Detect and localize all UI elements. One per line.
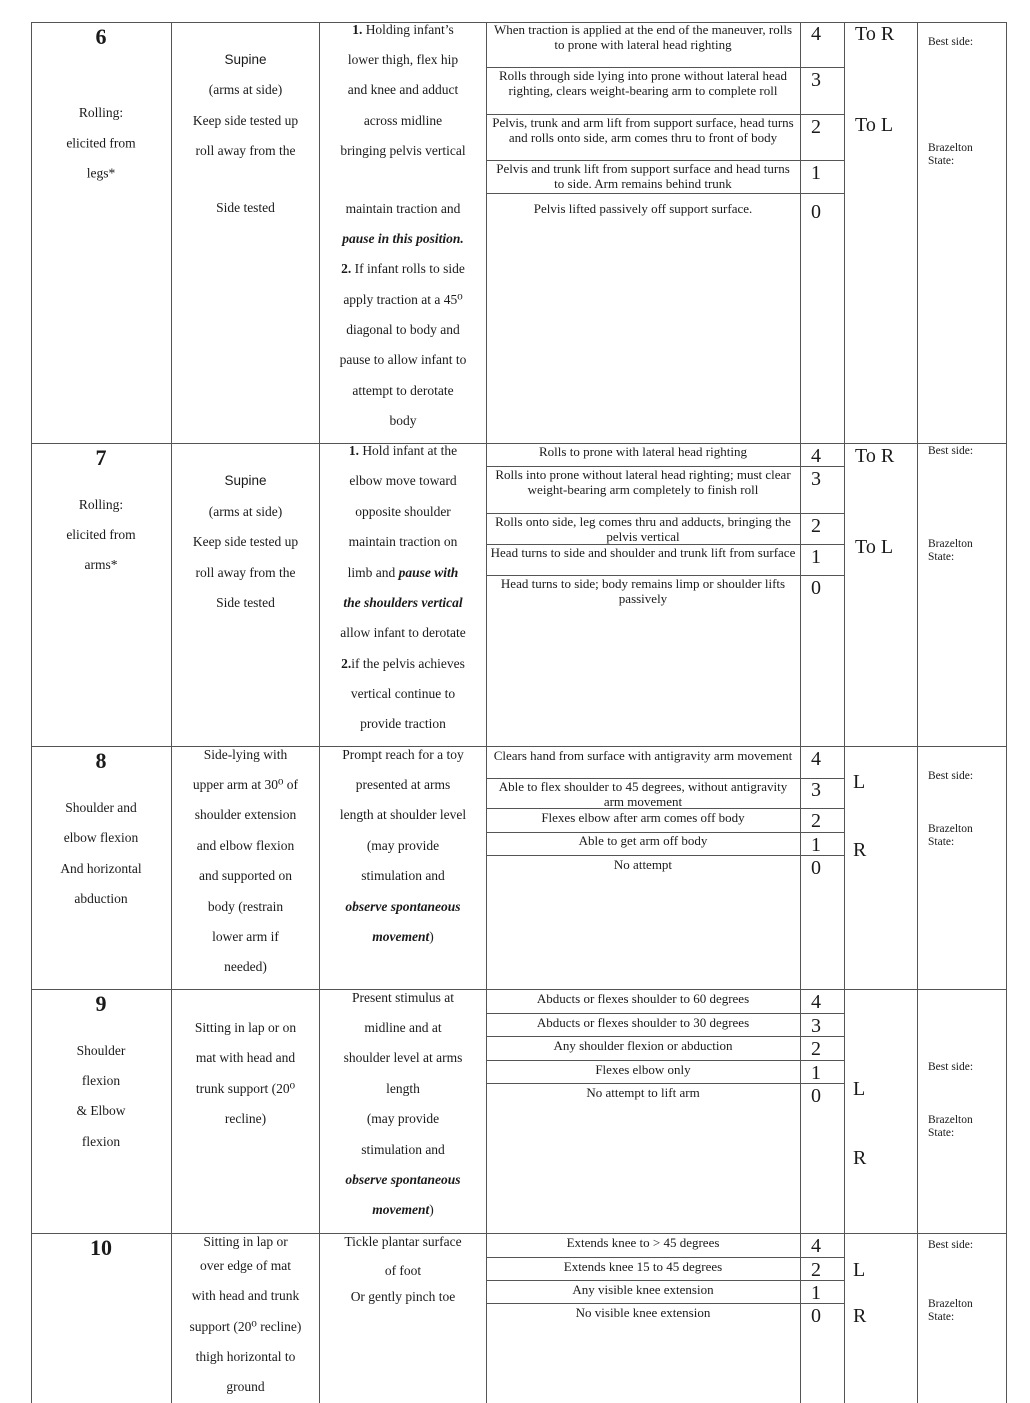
procedure-line: and knee and adduct xyxy=(347,82,459,97)
grid-line xyxy=(800,22,801,1403)
score-value: 1 xyxy=(811,162,821,184)
procedure-text: Hold infant at the xyxy=(362,443,458,458)
response-description: Rolls into prone without lateral head righting; must clear weight-bearing arm completely to finish roll xyxy=(495,467,791,498)
procedure-line: midline and at xyxy=(364,1020,442,1035)
position-line: recline) xyxy=(224,1111,267,1126)
side-label: R xyxy=(853,1147,867,1169)
item-number: 10 xyxy=(90,1235,112,1260)
position-line: Sitting in lap or xyxy=(203,1234,288,1249)
procedure-text: if the pelvis achieves xyxy=(351,656,465,671)
procedure-line: shoulder level at arms xyxy=(343,1050,463,1065)
procedure-line: Prompt reach for a toy xyxy=(342,747,464,762)
grid-line xyxy=(486,1083,844,1084)
side-label: To R xyxy=(855,445,895,467)
procedure-line: maintain traction on xyxy=(348,534,458,549)
procedure-line: pause to allow infant to xyxy=(339,352,467,367)
score-value: 3 xyxy=(811,1015,821,1037)
score-value: 1 xyxy=(811,546,821,568)
procedure-emphasis: pause with xyxy=(398,565,459,580)
response-description: No attempt to lift arm xyxy=(586,1085,700,1100)
position-line: needed) xyxy=(224,959,267,974)
procedure-line: (may provide xyxy=(366,838,440,853)
item-name-line: elicited from xyxy=(66,527,136,542)
procedure-text: ) xyxy=(429,1202,434,1217)
response-description: No attempt xyxy=(613,857,673,872)
score-value: 2 xyxy=(811,810,821,832)
side-label: R xyxy=(853,839,867,861)
procedure-line: attempt to derotate xyxy=(352,383,454,398)
position-line: body (restrain xyxy=(207,899,284,914)
item-name-line: flexion xyxy=(81,1073,121,1088)
score-value: 0 xyxy=(811,1085,821,1107)
grid-line xyxy=(486,22,487,1403)
procedure-line xyxy=(320,1195,486,1225)
response-description: Pelvis and trunk lift from support surface and head turns to side. Arm remains behind trunk xyxy=(496,161,790,192)
position-line: (arms at side) xyxy=(208,82,283,97)
item-name-line: flexion xyxy=(81,1134,121,1149)
position-line: over edge of mat xyxy=(199,1258,292,1273)
procedure-line: provide traction xyxy=(360,716,446,731)
response-description: Rolls through side lying into prone without lateral head righting, clears weight-bearing arm to complete roll xyxy=(498,68,788,99)
item-name-line: Shoulder xyxy=(76,1043,126,1058)
procedure-step-number: 2. xyxy=(341,656,352,671)
procedure-line: Tickle plantar surface xyxy=(344,1234,462,1249)
response-description: When traction is applied at the end of the maneuver, rolls to prone with lateral head righting xyxy=(493,22,793,53)
procedure-text: If infant rolls to side xyxy=(354,261,465,276)
score-value: 2 xyxy=(811,515,821,537)
grid-line xyxy=(486,1060,844,1061)
procedure-step-number: 2. xyxy=(341,261,352,276)
procedure-line: opposite shoulder xyxy=(355,504,451,519)
item-name-line: & Elbow xyxy=(76,1103,126,1118)
position-line: Side tested xyxy=(216,200,275,215)
response-description: Rolls onto side, leg comes thru and adducts, bringing the pelvis vertical xyxy=(495,514,791,545)
procedure-line: length at shoulder level xyxy=(339,807,467,822)
response-description: Pelvis, trunk and arm lift from support surface, head turns and rolls onto side, arm comes thru to front of body xyxy=(492,115,794,146)
grid-line xyxy=(1006,22,1007,1403)
procedure-emphasis: the shoulders vertical xyxy=(343,595,463,610)
grid-line xyxy=(31,989,1007,990)
item-name-line: abduction xyxy=(74,891,128,906)
response-description: Extends knee to > 45 degrees xyxy=(566,1235,720,1250)
position-line: and elbow flexion xyxy=(196,838,295,853)
response-description: Head turns to side and shoulder and trunk lift from surface xyxy=(490,545,796,560)
procedure-emphasis: observe spontaneous xyxy=(345,899,461,914)
procedure-line: (may provide xyxy=(366,1111,440,1126)
score-value: 3 xyxy=(811,69,821,91)
item-name-line: Shoulder and xyxy=(65,800,137,815)
position-line: upper arm at 30⁰ of xyxy=(192,777,299,792)
grid-line xyxy=(171,22,172,1403)
position-line: Supine xyxy=(224,52,267,67)
position-line: (arms at side) xyxy=(208,504,283,519)
grid-line xyxy=(486,1257,844,1258)
position-line: lower arm if xyxy=(212,929,279,944)
procedure-line: stimulation and xyxy=(361,868,445,883)
procedure-line: lower thigh, flex hip xyxy=(347,52,459,67)
procedure-text: limb and xyxy=(347,565,396,580)
best-side-label: Best side: xyxy=(928,1239,974,1251)
procedure-line: length xyxy=(386,1081,420,1096)
best-side-label: Best side: xyxy=(928,770,974,782)
item-name-line: arms* xyxy=(84,557,118,572)
procedure-line: bringing pelvis vertical xyxy=(340,143,466,158)
grid-line xyxy=(486,855,844,856)
procedure-emphasis: movement xyxy=(372,929,430,944)
procedure-line xyxy=(320,922,486,952)
brazelton-state-label: Brazelton State: xyxy=(928,1114,973,1139)
procedure-line: across midline xyxy=(363,113,443,128)
side-label: L xyxy=(853,1078,866,1100)
procedure-step-number: 1. xyxy=(348,443,359,458)
brazelton-state-label: Brazelton State: xyxy=(928,1298,973,1323)
score-value: 2 xyxy=(811,1038,821,1060)
procedure-line: stimulation and xyxy=(361,1142,445,1157)
side-label: L xyxy=(853,1259,866,1281)
score-value: 2 xyxy=(811,1259,821,1281)
position-line: roll away from the xyxy=(195,565,296,580)
grid-line xyxy=(486,1036,844,1037)
response-description: Flexes elbow after arm comes off body xyxy=(541,810,745,825)
response-description: Any visible knee extension xyxy=(572,1282,714,1297)
side-label: R xyxy=(853,1305,867,1327)
response-description: Flexes elbow only xyxy=(595,1062,691,1077)
side-label: To R xyxy=(855,23,895,45)
side-label: To L xyxy=(855,536,894,558)
response-description: Head turns to side; body remains limp or shoulder lifts passively xyxy=(500,576,786,607)
item-name-line: Rolling: xyxy=(78,497,124,512)
position-line: mat with head and xyxy=(195,1050,296,1065)
item-number: 9 xyxy=(95,991,107,1016)
grid-line xyxy=(486,193,844,194)
score-value: 3 xyxy=(811,779,821,801)
score-value: 0 xyxy=(811,201,821,223)
grid-line xyxy=(486,1303,844,1304)
procedure-line: of foot xyxy=(384,1263,422,1278)
procedure-line xyxy=(320,15,486,45)
item-name-line: legs* xyxy=(86,165,116,181)
position-line: and supported on xyxy=(199,868,292,883)
position-line: Keep side tested up xyxy=(192,113,299,128)
position-line: with head and trunk xyxy=(191,1288,300,1303)
procedure-line xyxy=(320,436,486,466)
procedure-line: body xyxy=(389,413,417,428)
procedure-emphasis: movement xyxy=(372,1202,430,1217)
response-description: Able to get arm off body xyxy=(578,833,708,848)
procedure-line: presented at arms xyxy=(355,777,451,792)
procedure-emphasis: pause in this position. xyxy=(342,231,464,246)
score-value: 4 xyxy=(811,23,821,45)
score-value: 4 xyxy=(811,991,821,1013)
score-value: 1 xyxy=(811,834,821,856)
score-value: 4 xyxy=(811,748,821,770)
position-line: Side tested xyxy=(216,595,275,610)
response-description: Extends knee 15 to 45 degrees xyxy=(563,1259,723,1274)
procedure-line: apply traction at a 45⁰ xyxy=(343,292,463,307)
score-value: 2 xyxy=(811,116,821,138)
position-line: Side-lying with xyxy=(203,747,288,762)
position-line: Supine xyxy=(224,473,267,488)
procedure-emphasis: observe spontaneous xyxy=(345,1172,461,1187)
position-line: trunk support (20⁰ xyxy=(195,1081,296,1096)
procedure-line xyxy=(320,558,486,588)
position-line: Sitting in lap or on xyxy=(194,1020,297,1035)
score-value: 0 xyxy=(811,857,821,879)
position-line: shoulder extension xyxy=(194,807,297,822)
score-value: 4 xyxy=(811,1235,821,1257)
brazelton-state-label: Brazelton State: xyxy=(928,823,973,848)
brazelton-state-label: Brazelton State: xyxy=(928,142,973,167)
procedure-line: Or gently pinch toe xyxy=(350,1289,456,1304)
procedure-line: Present stimulus at xyxy=(352,990,454,1005)
grid-line xyxy=(31,22,32,1403)
procedure-text: Holding infant’s xyxy=(365,22,454,37)
score-value: 1 xyxy=(811,1062,821,1084)
best-side-label: Best side: xyxy=(928,1061,974,1073)
grid-line xyxy=(917,22,918,1403)
response-description: Rolls to prone with lateral head righting xyxy=(539,444,747,459)
score-value: 3 xyxy=(811,468,821,490)
item-number: 6 xyxy=(95,24,107,49)
procedure-line: diagonal to body and xyxy=(346,322,460,337)
procedure-line: maintain traction and xyxy=(345,201,461,216)
response-description: Able to flex shoulder to 45 degrees, without antigravity arm movement xyxy=(498,779,788,810)
score-value: 1 xyxy=(811,1282,821,1304)
response-description: Pelvis lifted passively off support surface. xyxy=(533,201,753,216)
best-side-label: Best side: xyxy=(928,36,974,48)
side-label: To L xyxy=(855,114,894,136)
grid-line xyxy=(486,1013,844,1014)
item-number: 7 xyxy=(95,445,107,470)
procedure-line xyxy=(320,254,486,284)
procedure-line: elbow move toward xyxy=(349,473,457,488)
position-line: Keep side tested up xyxy=(192,534,299,549)
item-name-line: elicited from xyxy=(66,135,136,151)
response-description: Clears hand from surface with antigravity arm movement xyxy=(493,748,793,763)
brazelton-state-label: Brazelton State: xyxy=(928,538,973,563)
procedure-text: ) xyxy=(429,929,434,944)
item-name-line: elbow flexion xyxy=(63,830,139,845)
response-description: Abducts or flexes shoulder to 30 degrees xyxy=(536,1015,750,1030)
item-number: 8 xyxy=(95,748,107,773)
best-side-label: Best side: xyxy=(928,445,974,457)
response-description: Abducts or flexes shoulder to 60 degrees xyxy=(536,991,750,1006)
position-line: roll away from the xyxy=(195,143,296,158)
item-name-line: Rolling: xyxy=(78,105,124,120)
procedure-line: allow infant to derotate xyxy=(340,625,466,640)
position-line: ground xyxy=(226,1379,265,1394)
side-label: L xyxy=(853,771,866,793)
response-description: Any shoulder flexion or abduction xyxy=(553,1038,733,1053)
score-value: 0 xyxy=(811,577,821,599)
procedure-line xyxy=(320,649,486,679)
response-description: No visible knee extension xyxy=(575,1305,711,1320)
grid-line xyxy=(486,1280,844,1281)
procedure-step-number: 1. xyxy=(352,22,363,37)
grid-line xyxy=(844,22,845,1403)
score-value: 4 xyxy=(811,445,821,467)
position-line: support (20⁰ recline) xyxy=(189,1319,302,1334)
position-line: thigh horizontal to xyxy=(195,1349,296,1364)
procedure-line: vertical continue to xyxy=(350,686,456,701)
item-name-line: And horizontal xyxy=(60,861,142,876)
score-value: 0 xyxy=(811,1305,821,1327)
